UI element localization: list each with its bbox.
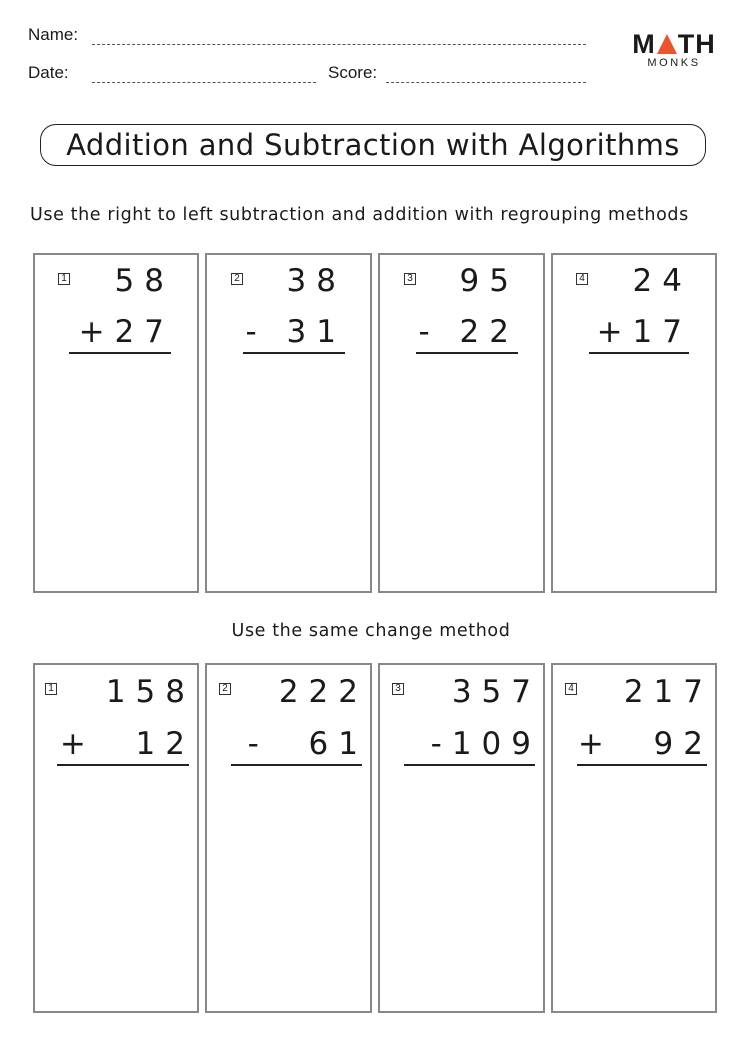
date-label: Date: [28, 63, 69, 82]
problem-top-number: 58 [114, 263, 174, 299]
logo-a-triangle-icon [657, 34, 677, 54]
problem-top-number: 95 [459, 263, 519, 299]
problem-card[interactable] [205, 663, 372, 1013]
answer-line [243, 352, 345, 354]
problem-card[interactable] [378, 253, 545, 593]
problem-bottom-number: -109 [430, 726, 541, 762]
problem-card[interactable] [551, 253, 717, 593]
math-monks-logo [632, 30, 716, 69]
logo-wordmark [632, 30, 716, 58]
date-field[interactable] [92, 82, 316, 83]
answer-line [577, 764, 707, 766]
answer-line [57, 764, 189, 766]
answer-line [231, 764, 362, 766]
problem-number-badge: 2 [219, 683, 231, 695]
answer-line [404, 764, 535, 766]
problem-card[interactable] [378, 663, 545, 1013]
problem-top-number: 222 [278, 674, 368, 710]
problem-card[interactable] [205, 253, 372, 593]
answer-line [69, 352, 171, 354]
name-field[interactable] [92, 44, 586, 45]
problem-top-number: 24 [632, 263, 692, 299]
problem-bottom-number: + 92 [577, 726, 713, 762]
problem-bottom-number: - 31 [245, 314, 346, 350]
score-label: Score: [328, 63, 378, 82]
logo-text-th: TH [677, 29, 716, 59]
section-1-instruction: Use the right to left subtraction and addition with regrouping methods [30, 205, 689, 225]
problem-number-badge: 4 [576, 273, 588, 285]
problem-card[interactable] [33, 663, 199, 1013]
name-label: Name: [28, 25, 79, 44]
problem-number-badge: 3 [392, 683, 404, 695]
problem-card[interactable] [33, 253, 199, 593]
problem-number-badge: 4 [565, 683, 577, 695]
answer-line [416, 352, 518, 354]
problem-number-badge: 2 [231, 273, 243, 285]
problem-number-badge: 1 [58, 273, 70, 285]
logo-text-m: M [632, 29, 656, 59]
problem-number-badge: 1 [45, 683, 57, 695]
problem-number-badge: 3 [404, 273, 416, 285]
problem-bottom-number: - 22 [418, 314, 519, 350]
problem-bottom-number: +27 [78, 314, 174, 350]
problem-top-number: 357 [451, 674, 541, 710]
problem-top-number: 217 [623, 674, 713, 710]
score-field[interactable] [386, 82, 586, 83]
problem-top-number: 158 [105, 674, 195, 710]
problem-card[interactable] [551, 663, 717, 1013]
answer-line [589, 352, 689, 354]
problem-top-number: 38 [286, 263, 346, 299]
problem-bottom-number: +17 [596, 314, 692, 350]
problem-bottom-number: - 61 [247, 726, 368, 762]
problem-bottom-number: + 12 [59, 726, 195, 762]
worksheet-title: Addition and Subtraction with Algorithms [40, 124, 706, 166]
logo-subtext: MONKS [647, 57, 701, 69]
section-2-instruction: Use the same change method [231, 621, 511, 641]
